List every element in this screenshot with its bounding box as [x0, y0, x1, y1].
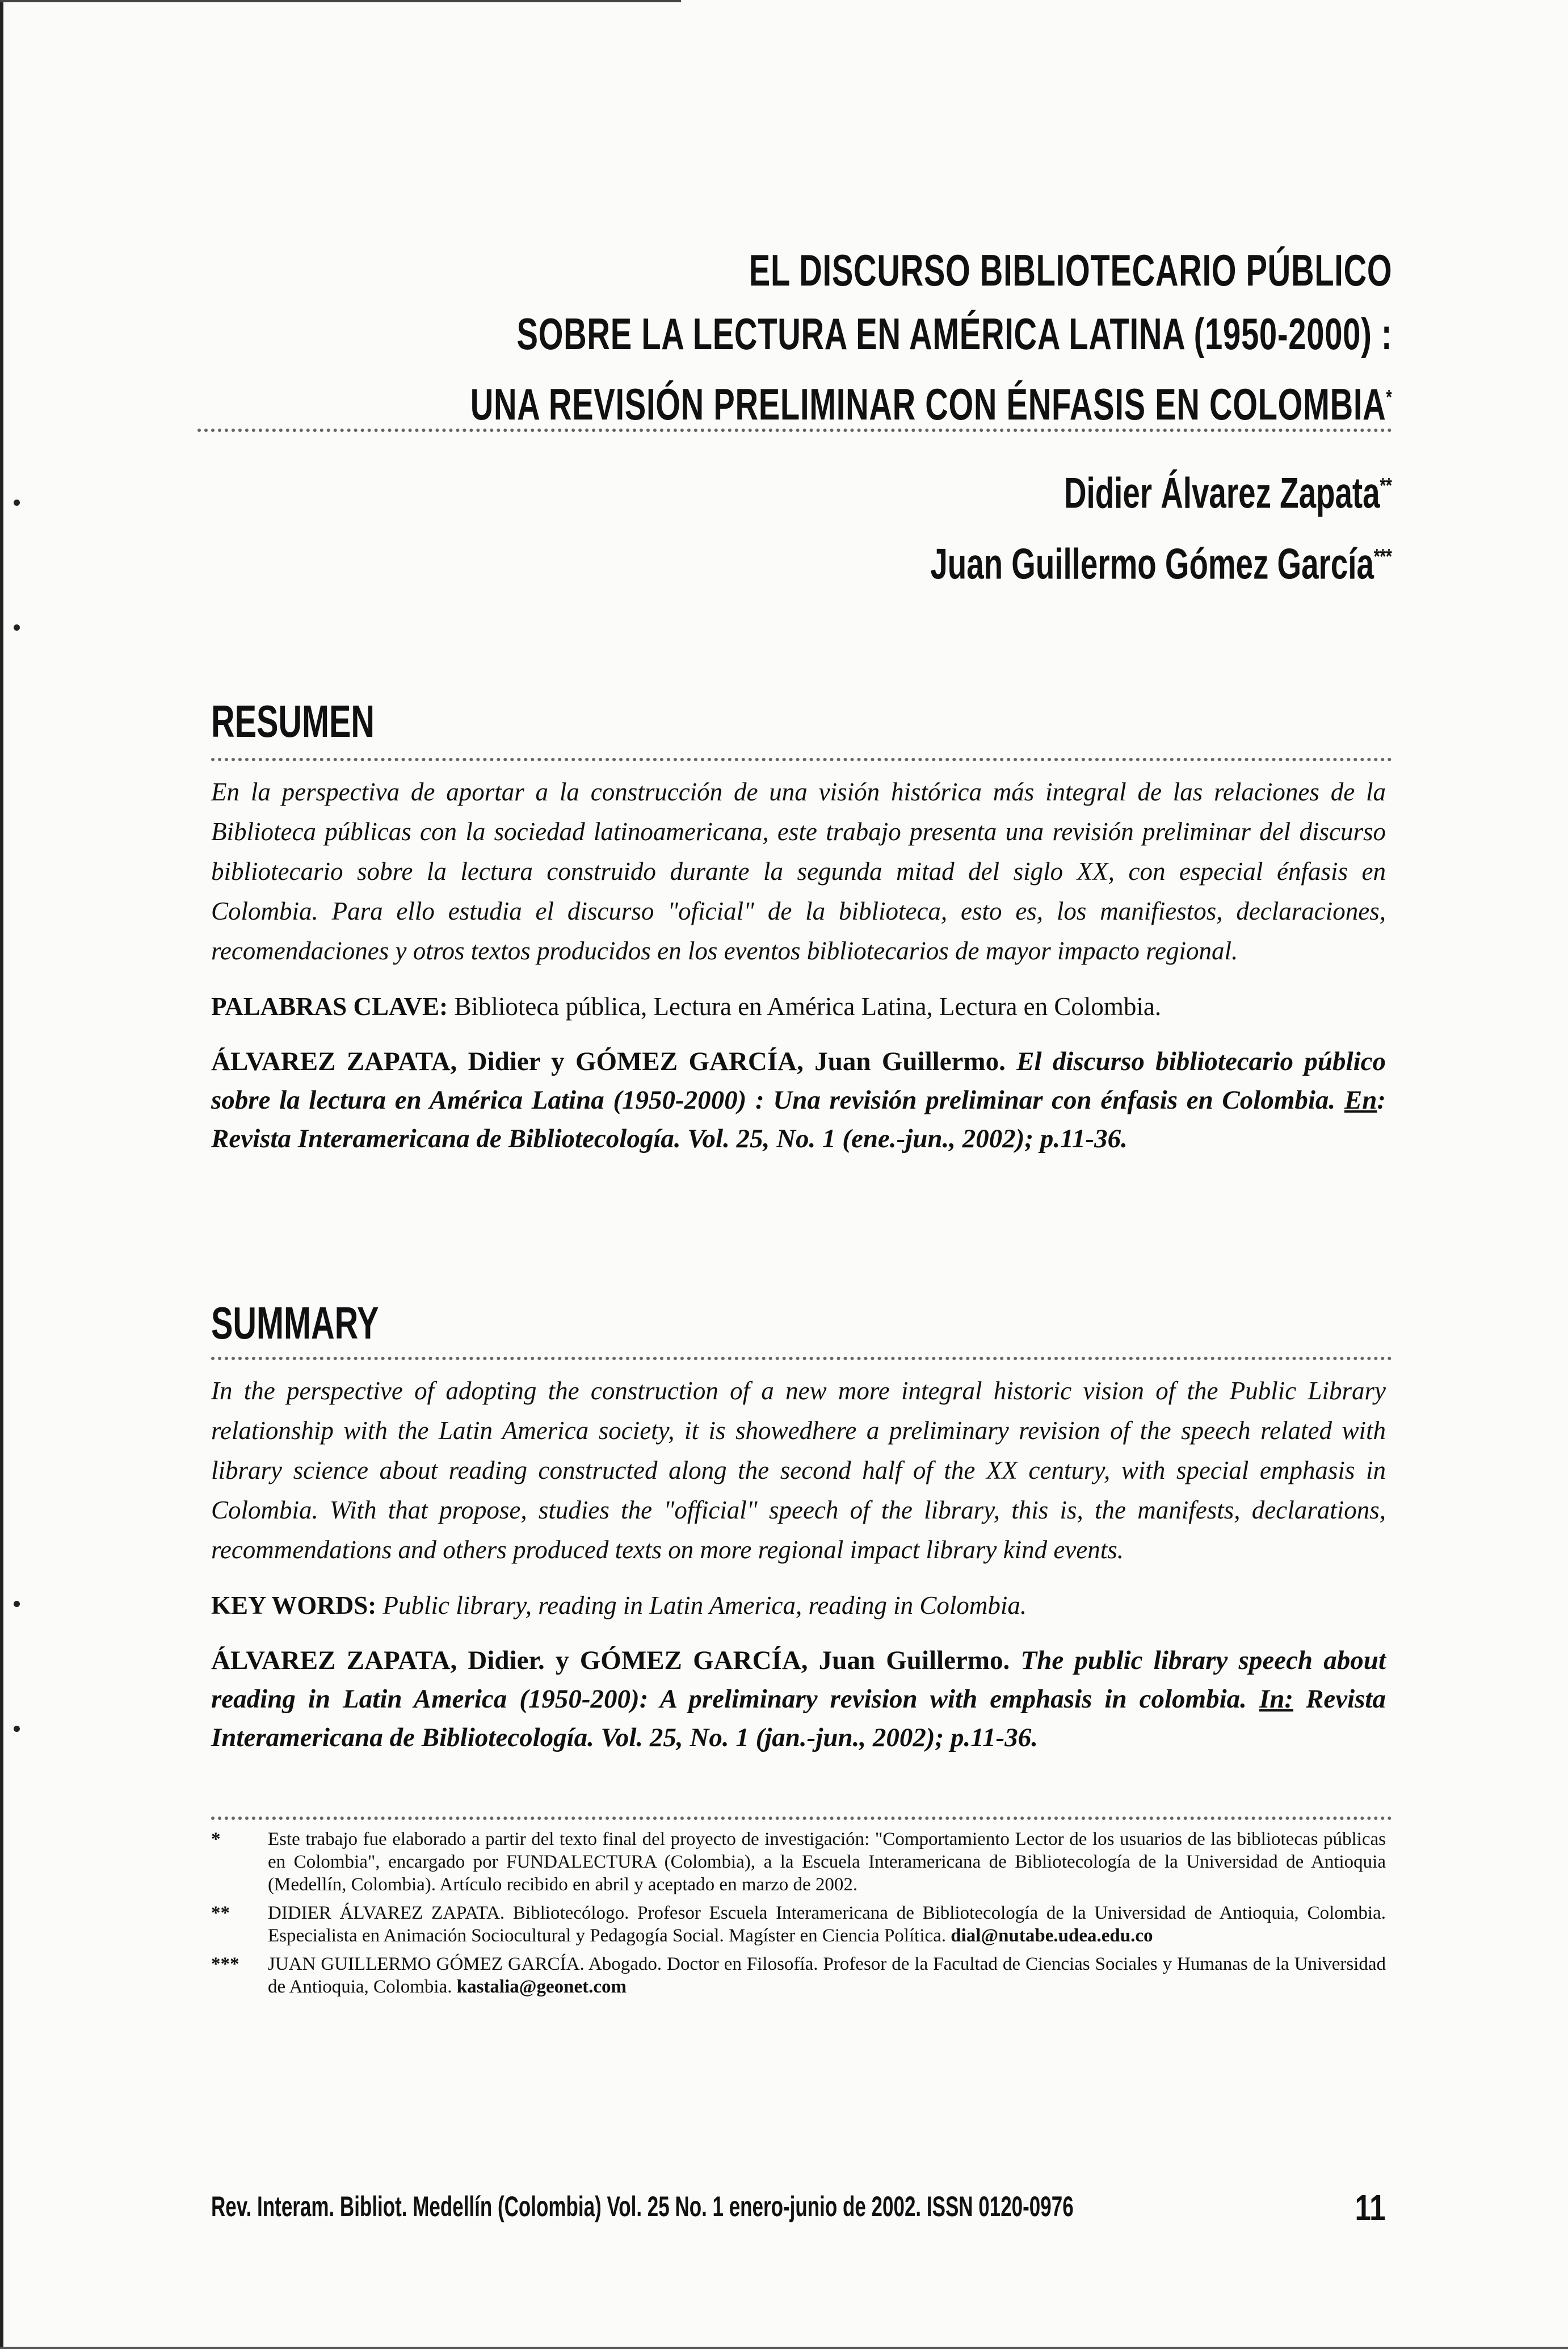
title-line-3: UNA REVISIÓN PRELIMINAR CON ÉNFASIS EN COLOMBIA*: [470, 379, 1392, 429]
scan-edge-bottom: [0, 2347, 1568, 2349]
resumen-section: [211, 772, 1386, 1174]
footnotes: [211, 1828, 1386, 2004]
resumen-heading: RESUMEN: [211, 696, 375, 746]
resumen-abstract: En la perspectiva de aportar a la construcción de una visión histórica más integral de las relaciones de la Biblioteca públicas con la sociedad latinoamericana, este trabajo presenta una revisión preliminar del discurso bibliotecario sobre la lectura construido durante la segunda mitad del siglo XX, con especial énfasis en Colombia. Para ello estudia el discurso "oficial" de la biblioteca, esto es, los manifiestos, declaraciones, recomendaciones y otros textos producidos en los eventos bibliotecarios de mayor impacto regional.: [211, 778, 1386, 965]
author-1: Didier Álvarez Zapata**: [1064, 469, 1392, 518]
summary-section: [211, 1371, 1386, 1773]
author-2-email[interactable]: kastalia@geonet.com: [456, 1977, 627, 1997]
author-2: Juan Guillermo Gómez García***: [930, 540, 1392, 589]
footnote-3: *** JUAN GUILLERMO GÓMEZ GARCÍA. Abogado. Doctor en Filosofía. Profesor de la Facultad de Ciencias Sociales y Humanas de la Universidad de Antioquia, Colombia. kastalia@geonet.com: [211, 1954, 1386, 1997]
journal-reference: Rev. Interam. Bibliot. Medellín (Colombia) Vol. 25 No. 1 enero-junio de 2002. ISSN 0120-0976: [211, 2191, 1074, 2222]
footnote-1: * Este trabajo fue elaborado a partir del texto final del proyecto de investigación: "Comportamiento Lector de los usuarios de las bibliotecas públicas en Colombia", encargado por FUNDALECTURA (Colombia), a la Escuela Interamericana de Bibliotecología de la Universidad de Antioquia (Medellín, Colombia). Artículo recibido en abril y aceptado en marzo de 2002.: [211, 1829, 1386, 1895]
summary-keywords: KEY WORDS: Public library, reading in Latin America, reading in Colombia.: [211, 1591, 1027, 1620]
footnote-2: ** DIDIER ÁLVAREZ ZAPATA. Bibliotecólogo. Profesor Escuela Interamericana de Bibliotecología de la Universidad de Antioquia, Colombia. Especialista en Animación Sociocultural y Pedagogía Social. Magíster en Ciencia Política. dial@nutabe.udea.edu.co: [211, 1903, 1386, 1946]
title-divider: [197, 429, 1392, 432]
scan-edge-left: [0, 0, 3, 2349]
author-list: [751, 454, 1392, 597]
scan-speck: [14, 500, 20, 506]
page-number: 11: [1355, 2187, 1386, 2228]
summary-abstract: In the perspective of adopting the construction of a new more integral historic vision of the Public Library relationship with the Latin America society, it is showedhere a preliminary revision of the speech related with library science about reading constructed along the second half of the XX century, with special emphasis in Colombia. With that propose, studies the "official" speech of the library, this is, the manifests, declarations, recommendations and others produced texts on more regional impact library kind events.: [211, 1377, 1386, 1564]
scan-speck: [14, 1726, 20, 1732]
scan-edge-top: [0, 0, 681, 2]
resumen-divider: [211, 758, 1392, 761]
title-line-2: SOBRE LA LECTURA EN AMÉRICA LATINA (1950-2000) :: [516, 309, 1393, 359]
scan-speck: [14, 624, 20, 631]
summary-divider: [211, 1357, 1392, 1360]
summary-heading: SUMMARY: [211, 1298, 379, 1348]
title-line-1: EL DISCURSO BIBLIOTECARIO PÚBLICO: [749, 245, 1392, 295]
resumen-keywords: PALABRAS CLAVE: Biblioteca pública, Lectura en América Latina, Lectura en Colombia.: [211, 992, 1162, 1021]
author-1-email[interactable]: dial@nutabe.udea.edu.co: [951, 1926, 1153, 1946]
footnote-divider: [211, 1817, 1392, 1820]
scan-speck: [14, 1601, 20, 1607]
resumen-citation: ÁLVAREZ ZAPATA, Didier y GÓMEZ GARCÍA, Juan Guillermo. El discurso bibliotecario público sobre la lectura en América Latina (1950-2000) : Una revisión preliminar con énfasis en Colombia. En: Revista Interamericana de Bibliotecología. Vol. 25, No. 1 (ene.-jun., 2002); p.11-36.: [211, 1047, 1386, 1153]
article-title: [112, 238, 1392, 436]
page-footer: [211, 2187, 1386, 2235]
summary-citation: ÁLVAREZ ZAPATA, Didier. y GÓMEZ GARCÍA, Juan Guillermo. The public library speech about reading in Latin America (1950-200): A preliminary revision with emphasis in colombia. In: Revista Interamericana de Bibliotecología. Vol. 25, No. 1 (jan.-jun., 2002); p.11-36.: [211, 1646, 1386, 1752]
